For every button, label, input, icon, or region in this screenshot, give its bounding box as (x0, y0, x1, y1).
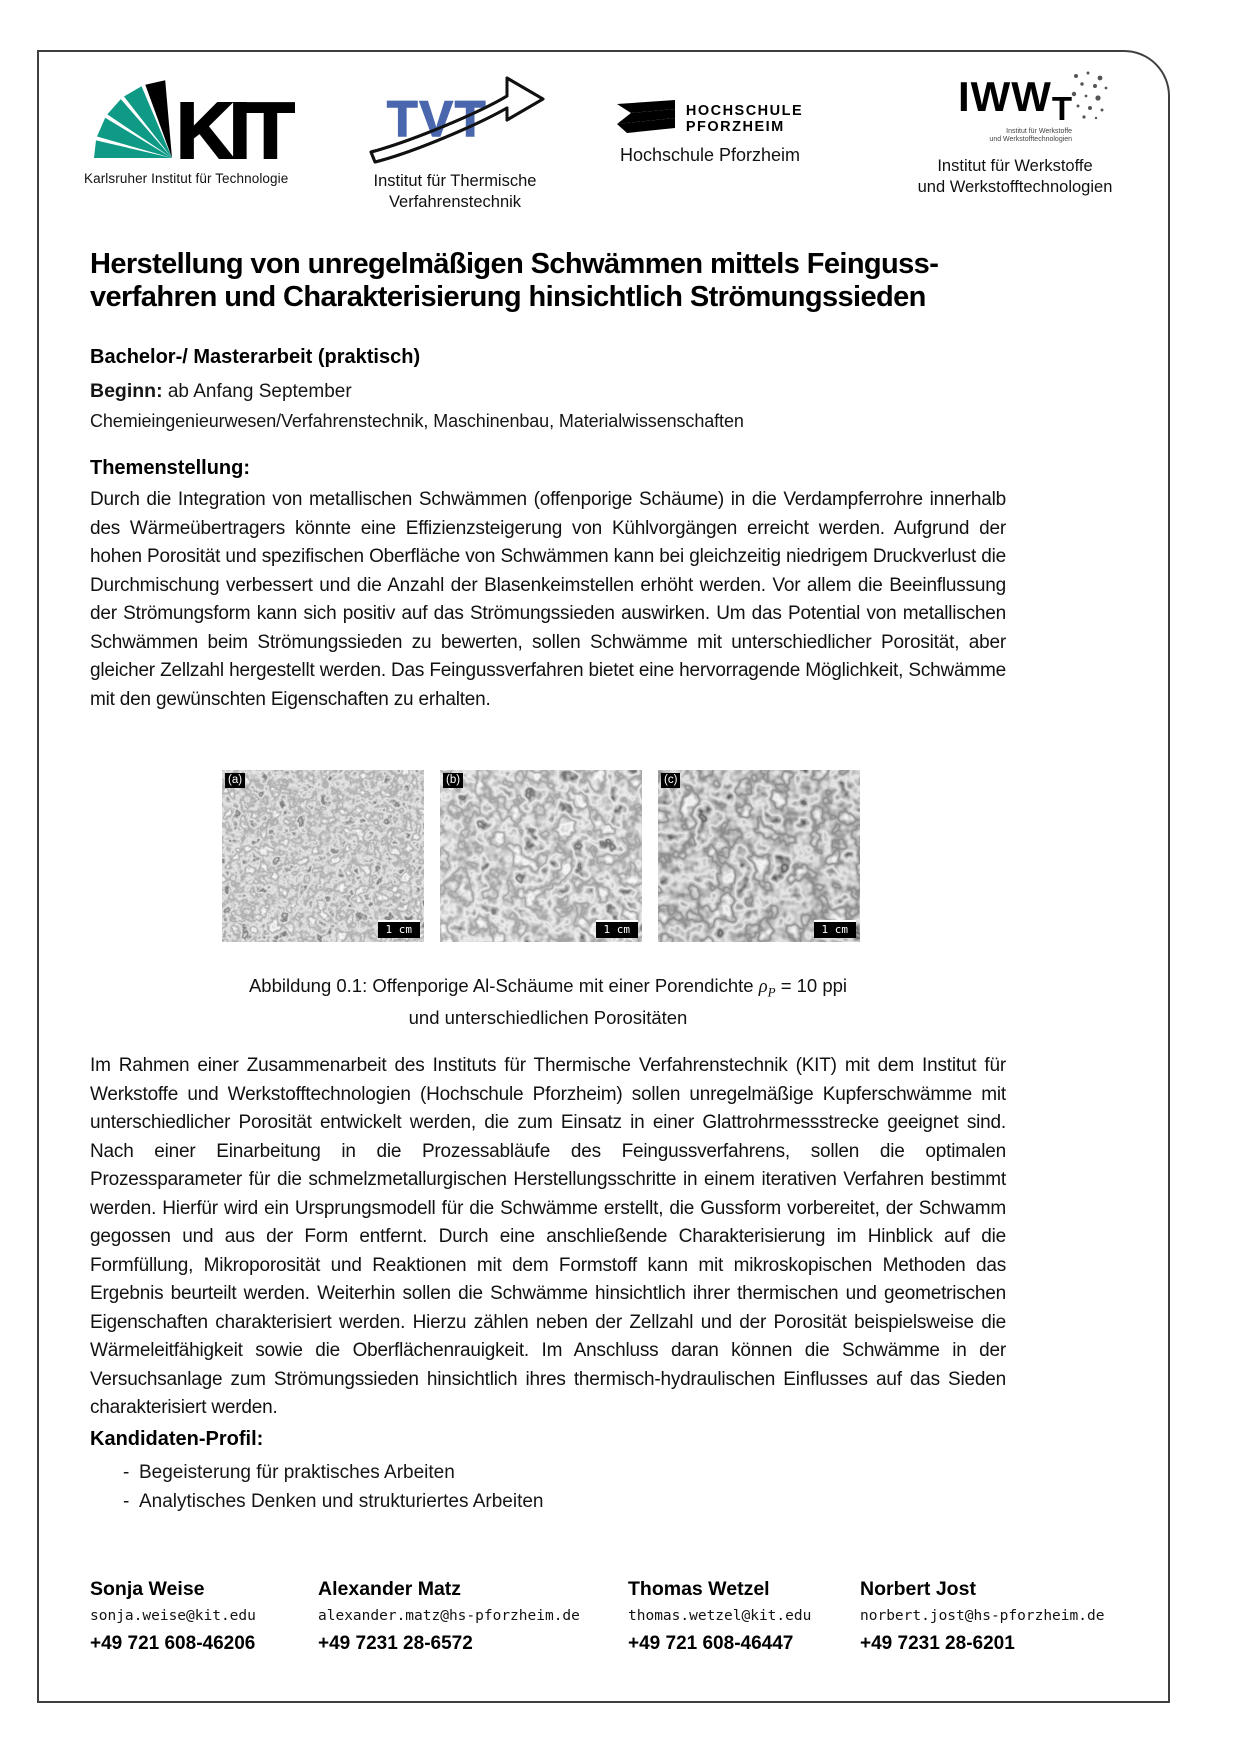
iwwt-logo-smallprint-line1: Institut für Werkstoffe (1006, 128, 1073, 135)
scale-bar-b: 1 cm (596, 920, 639, 938)
contact-email: thomas.wetzel@kit.edu (628, 1608, 812, 1624)
figure-caption (90, 973, 1006, 1031)
begin-label: Beginn: (90, 380, 163, 402)
begin-value: ab Anfang September (167, 381, 352, 402)
contact-thomas-wetzel (628, 1576, 860, 1657)
scale-bar-c: 1 cm (814, 920, 857, 938)
iwwt-speckle-icon (1068, 70, 1112, 122)
rho-symbol: ρ (758, 977, 768, 997)
begin-line (90, 380, 352, 403)
page-frame (37, 50, 1170, 1703)
contact-alexander-matz (318, 1576, 628, 1657)
contact-email: alexander.matz@hs-pforzheim.de (318, 1608, 580, 1624)
contact-phone: +49 7231 28-6201 (860, 1633, 1015, 1654)
contact-phone: +49 7231 28-6572 (318, 1633, 473, 1654)
kit-logo-block (84, 74, 324, 186)
foam-image-c (658, 770, 860, 942)
topic-heading: Themenstellung: (90, 457, 251, 479)
contact-email: norbert.jost@hs-pforzheim.de (860, 1608, 1105, 1624)
pforzheim-logo-block (580, 100, 840, 166)
iwwt-logo-block (890, 73, 1140, 198)
study-fields: Chemieingenieurwesen/Verfahrenstechnik, Maschinenbau, Materialwissenschaften (90, 411, 744, 431)
contact-sonja-weise (90, 1576, 318, 1657)
profile-item-2: - Analytisches Denken und strukturiertes Arbeiten (123, 1491, 544, 1512)
main-paragraph: Im Rahmen einer Zusammenarbeit des Instituts für Thermische Verfahrenstechnik (KIT) mit dem Institut für Werkstoffe und Werkstofftechnologien (Hochschule Pforzheim) sollen unregelmäßige Kupferschwämme mit unterschiedlicher Porosität entwickelt werden, die zum Einsatz in einer Glattrohrmessstrecke geeignet sind. Nach einer Einarbeitung in die Prozessabläufe des Feingussverfahrens, sollen die optimalen Prozessparameter für die schmelzmetallurgischen Herstellungsschritte in einem iterativen Verfahren bestimmt werden. Hierfür wird ein Ursprungsmodell für die Schwämme erstellt, die Gussform vorbereitet, der Schwamm gegossen und aus der Form entfernt. Durch eine anschließende Charakterisierung im Hinblick auf die Formfüllung, Mikroporosität und Reaktionen mit dem Formstoff kann mit mikroskopischen Methoden das Ergebnis beurteilt werden. Weiterhin sollen die Schwämme hinsichtlich ihrer thermischen und geometrischen Eigenschaften charakterisiert werden. Hierzu zählen neben der Zellzahl und der Porosität beispielsweise die Wärmeleitfähigkeit sowie die Oberflächenrauigkeit. Im Anschluss daran können die Schwämme in der Versuchsanlage zum Strömungssieden hinsichtlich ihres thermisch-hydraulischen Einflusses auf das Sieden charakterisiert werden. (90, 1055, 1006, 1418)
contact-name: Sonja Weise (90, 1578, 205, 1600)
figure-caption-line2: und unterschiedlichen Porositäten (408, 1007, 688, 1029)
panel-label-a: (a) (225, 773, 245, 788)
foam-image-a (222, 770, 424, 942)
figure-panels (222, 770, 860, 942)
panel-label-b: (b) (443, 773, 463, 788)
tvt-logo-icon (357, 66, 553, 166)
thesis-type: Bachelor-/ Masterarbeit (praktisch) (90, 346, 421, 368)
iwwt-logo-smallprint-line2: und Werkstofftechnologien (989, 136, 1073, 143)
profile-heading: Kandidaten-Profil: (90, 1428, 264, 1450)
iwwt-caption-line2: und Werkstofftechnologien (917, 178, 1113, 196)
pforzheim-logo-line1: HOCHSCHULE (685, 103, 804, 119)
page-title (90, 248, 1030, 314)
topic-paragraph: Durch die Integration von metallischen Schwämmen (offenporige Schäume) in die Verdampferrohre innerhalb des Wärmeübertragers könnte eine Effizienzsteigerung von Kühlvorgängen erreicht werden. Aufgrund der hohen Porosität und spezifischen Oberfläche von Schwämmen kann bei gleichzeitig niedrigem Druckverlust die Durchmischung verbessert und die Anzahl der Blasenkeimstellen erhöht werden. Vor allem die Beeinflussung der Strömungsform kann sich positiv auf das Strömungssieden auswirken. Um das Potential von metallischen Schwämmen beim Strömungssieden zu bewerten, sollen Schwämme mit unterschiedlicher Porosität, aber gleicher Zellzahl hergestellt werden. Das Feingussverfahren bietet eine hervorragende Möglichkeit, Schwämme mit den gewünschten Eigenschaften zu erhalten. (90, 489, 1006, 710)
foam-image-b (440, 770, 642, 942)
kit-logo-caption: Karlsruher Institut für Technologie (84, 171, 289, 186)
iwwt-caption-line1: Institut für Werkstoffe (937, 157, 1093, 175)
contacts-footer (90, 1576, 1150, 1657)
profile-list (123, 1458, 544, 1516)
tvt-logo-block (355, 66, 555, 213)
iwwt-logo-text: $IWW_T$ (957, 73, 1073, 127)
scale-bar-a: 1 cm (378, 920, 421, 938)
contact-name: Norbert Jost (860, 1578, 976, 1600)
figure-caption-line1: Abbildung 0.1: Offenporige Al-Schäume mit einer Porendichte $\rho_P = 10$ ppi (248, 975, 848, 1000)
pforzheim-caption: Hochschule Pforzheim (619, 145, 801, 165)
profile-item-1: - Begeisterung für praktisches Arbeiten (123, 1462, 455, 1483)
svg-text:KIT: KIT (176, 86, 290, 164)
tvt-logo-caption-line1: Institut für Thermische (373, 172, 537, 190)
contact-email: sonja.weise@kit.edu (90, 1608, 256, 1624)
svg-text:TVT: TVT (387, 91, 488, 147)
panel-label-c: (c) (661, 773, 680, 788)
contact-name: Thomas Wetzel (628, 1578, 770, 1600)
contact-norbert-jost (860, 1576, 1150, 1657)
title-line2: verfahren und Charakterisierung hinsichtlich Strömungssieden (90, 281, 926, 313)
contact-phone: +49 721 608-46447 (628, 1633, 794, 1654)
kit-logo-icon (84, 74, 316, 164)
contact-phone: +49 721 608-46206 (90, 1633, 256, 1654)
title-line1: Herstellung von unregelmäßigen Schwämmen mittels Feinguss- (90, 248, 939, 280)
tvt-logo-caption-line2: Verfahrenstechnik (388, 193, 522, 211)
contact-name: Alexander Matz (318, 1578, 462, 1600)
pforzheim-ribbon-icon (617, 100, 679, 138)
pforzheim-logo-line2: PFORZHEIM (685, 119, 785, 135)
